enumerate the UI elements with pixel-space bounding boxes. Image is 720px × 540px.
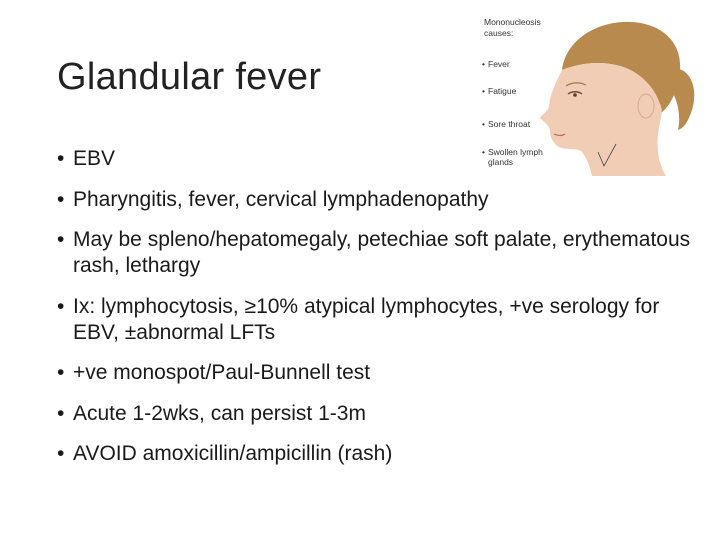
bullet-item: • Pharyngitis, fever, cervical lymphadenopathy: [57, 187, 697, 213]
bullet-item: • May be spleno/hepatomegaly, petechiae soft palate, erythematous rash, lethargy: [57, 227, 697, 279]
illustration-bullet: •: [482, 147, 485, 157]
illustration-heading-line2: causes:: [484, 28, 514, 38]
bullet-item: • EBV: [57, 146, 697, 172]
illustration-item-sore-throat: Sore throat: [488, 119, 531, 129]
illustration-item-swollen-line1: Swollen lymph: [488, 147, 543, 157]
slide-title: Glandular fever: [57, 56, 322, 98]
bullet-item: • AVOID amoxicillin/ampicillin (rash): [57, 441, 697, 467]
illustration-heading-line1: Mononucleosis: [484, 17, 541, 27]
bullet-item: • +ve monospot/Paul-Bunnell test: [57, 360, 697, 386]
mononucleosis-illustration: [470, 10, 720, 185]
illustration-item-fatigue: Fatigue: [488, 86, 517, 96]
illustration-bullet: •: [482, 86, 485, 96]
illustration-item-swollen-line2: glands: [488, 157, 514, 167]
illustration-bullet: •: [482, 119, 485, 129]
bullet-list: [57, 146, 697, 482]
bullet-item: • Acute 1-2wks, can persist 1-3m: [57, 401, 697, 427]
illustration-item-fever: Fever: [488, 59, 510, 69]
illustration-bullet: •: [482, 59, 485, 69]
child-head-icon: [540, 22, 694, 176]
bullet-item: • Ix: lymphocytosis, ≥10% atypical lymphocytes, +ve serology for EBV, ±abnormal LFTs: [57, 294, 697, 346]
